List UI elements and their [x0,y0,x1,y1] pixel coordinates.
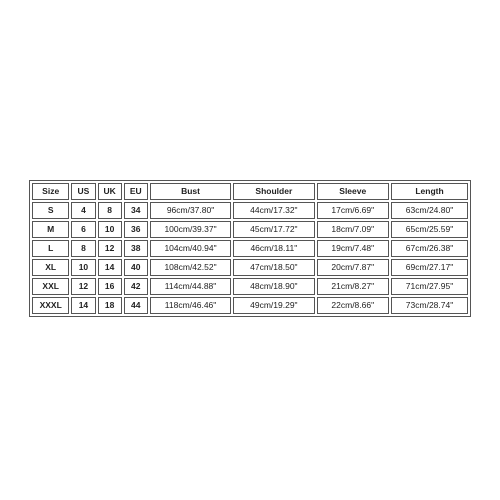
size-cell: XXL [32,278,69,295]
us-cell: 4 [71,202,95,219]
table-row [32,278,468,295]
size-cell: M [32,221,69,238]
header-us: US [71,183,95,200]
size-chart-table [29,180,471,317]
sleeve-cell: 18cm/7.09" [317,221,390,238]
eu-cell: 38 [124,240,148,257]
length-cell: 73cm/28.74" [391,297,468,314]
header-size: Size [32,183,69,200]
size-cell: S [32,202,69,219]
us-cell: 14 [71,297,95,314]
length-cell: 69cm/27.17" [391,259,468,276]
uk-cell: 8 [98,202,122,219]
header-row [32,183,468,200]
eu-cell: 42 [124,278,148,295]
table-row [32,240,468,257]
header-sleeve: Sleeve [317,183,390,200]
bust-cell: 114cm/44.88" [150,278,231,295]
table-row [32,297,468,314]
size-cell: L [32,240,69,257]
us-cell: 6 [71,221,95,238]
eu-cell: 44 [124,297,148,314]
us-cell: 12 [71,278,95,295]
sleeve-cell: 17cm/6.69" [317,202,390,219]
sleeve-cell: 21cm/8.27" [317,278,390,295]
shoulder-cell: 44cm/17.32" [233,202,314,219]
shoulder-cell: 45cm/17.72" [233,221,314,238]
uk-cell: 14 [98,259,122,276]
table-row [32,202,468,219]
length-cell: 63cm/24.80" [391,202,468,219]
bust-cell: 100cm/39.37" [150,221,231,238]
bust-cell: 104cm/40.94" [150,240,231,257]
table-row [32,221,468,238]
header-eu: EU [124,183,148,200]
length-cell: 67cm/26.38" [391,240,468,257]
length-cell: 71cm/27.95" [391,278,468,295]
header-shoulder: Shoulder [233,183,314,200]
size-cell: XL [32,259,69,276]
sleeve-cell: 22cm/8.66" [317,297,390,314]
sleeve-cell: 19cm/7.48" [317,240,390,257]
table-row [32,259,468,276]
us-cell: 10 [71,259,95,276]
header-bust: Bust [150,183,231,200]
uk-cell: 10 [98,221,122,238]
uk-cell: 18 [98,297,122,314]
bust-cell: 108cm/42.52" [150,259,231,276]
eu-cell: 34 [124,202,148,219]
us-cell: 8 [71,240,95,257]
header-uk: UK [98,183,122,200]
header-length: Length [391,183,468,200]
bust-cell: 96cm/37.80" [150,202,231,219]
size-cell: XXXL [32,297,69,314]
uk-cell: 12 [98,240,122,257]
bust-cell: 118cm/46.46" [150,297,231,314]
uk-cell: 16 [98,278,122,295]
shoulder-cell: 49cm/19.29" [233,297,314,314]
shoulder-cell: 47cm/18.50" [233,259,314,276]
shoulder-cell: 46cm/18.11" [233,240,314,257]
eu-cell: 36 [124,221,148,238]
shoulder-cell: 48cm/18.90" [233,278,314,295]
length-cell: 65cm/25.59" [391,221,468,238]
sleeve-cell: 20cm/7.87" [317,259,390,276]
eu-cell: 40 [124,259,148,276]
